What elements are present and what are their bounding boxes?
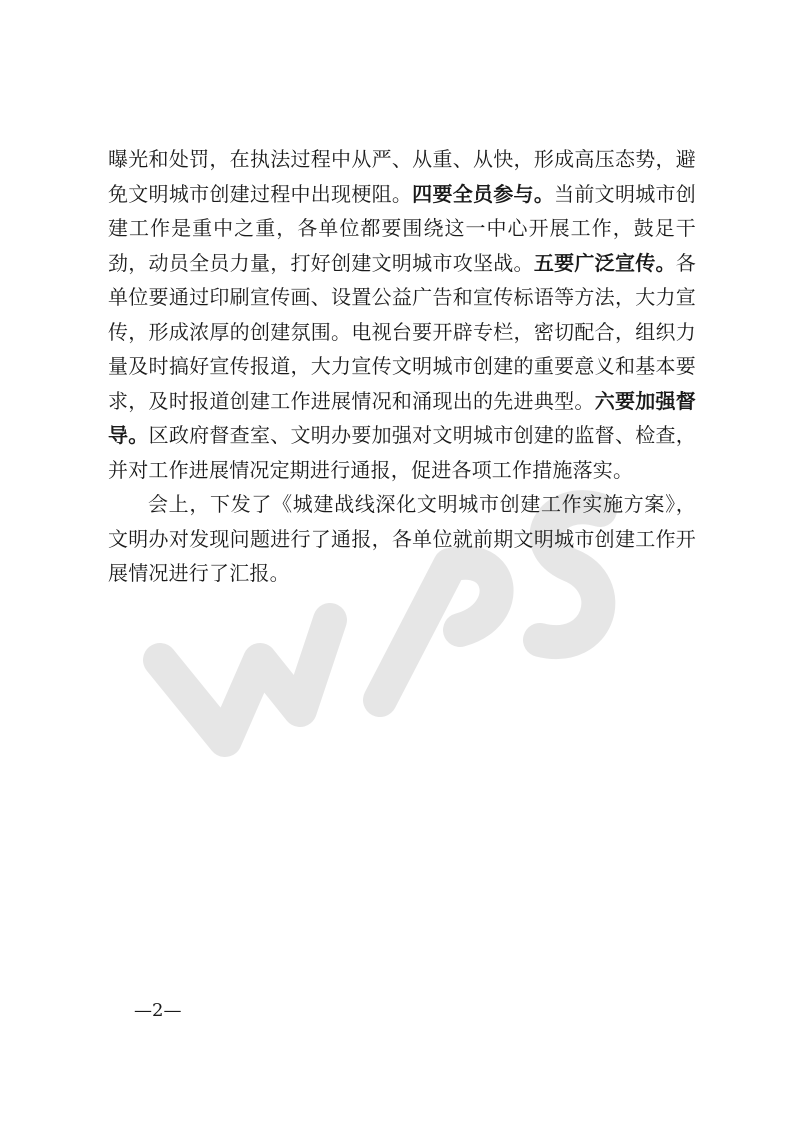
paragraph-measures — [108, 142, 696, 487]
paragraph-text: 曝光和处罚，在执法过程中从严、从重、从快，形成高压态势，避免文明城市创建过程中出现梗阻。 — [108, 147, 696, 206]
heading-four-full-participation: 四要全员参与。 — [412, 181, 555, 206]
paragraph-text: 当前文明城市创建工作是重中之重，各单位都要围绕这一中心开展工作，鼓足干劲，动员全员力量，打好创建文明城市攻坚战。 — [108, 181, 696, 275]
paragraph-text: 区政府督查室、文明办要加强对文明城市创建的监督、检查，并对工作进展情况定期进行通报，促进各项工作措施落实。 — [108, 423, 696, 482]
page-number: —2— — [134, 1000, 182, 1021]
heading-five-publicity: 五要广泛宣传。 — [533, 250, 676, 275]
paragraph-text: 各单位要通过印刷宣传画、设置公益广告和宣传标语等方法，大力宣传，形成浓厚的创建氛围。电视台要开辟专栏，密切配合，组织力量及时搞好宣传报道，大力宣传文明城市创建的重要意义和基本要求，及时报道创建工作进展情况和涌现出的先进典型。 — [108, 250, 696, 413]
heading-six-supervision: 六要加强督导。 — [108, 388, 696, 447]
paragraph-text: 会上，下发了《城建战线深化文明城市创建工作实施方案》，文明办对发现问题进行了通报，各单位就前期文明城市创建工作开展情况进行了汇报。 — [108, 492, 696, 585]
document-body — [108, 142, 696, 591]
paragraph-meeting-summary — [108, 487, 696, 591]
